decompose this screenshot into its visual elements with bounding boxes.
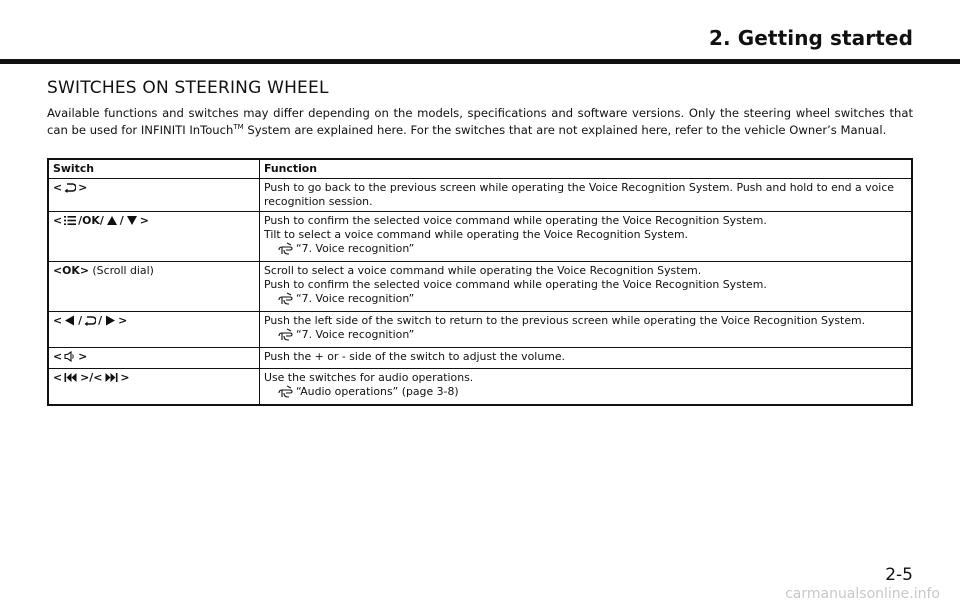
switch-cell (48, 348, 260, 369)
switch-cell (48, 312, 260, 348)
function-line: Push the left side of the switch to return to the previous screen while operating the Voice Recognition System. (264, 314, 866, 327)
triangle-left-icon (64, 315, 76, 330)
switch-bracket: > (120, 371, 130, 384)
reference-pointer-icon (278, 242, 296, 259)
switch-separator: /OK/ (78, 214, 104, 227)
switch-table (47, 158, 913, 406)
skip-previous-icon (64, 372, 78, 387)
chapter-title: 2. Getting started (708, 26, 913, 50)
function-cell (260, 348, 913, 369)
table-row (48, 179, 912, 212)
cross-reference (264, 385, 907, 402)
triangle-up-icon (106, 215, 118, 230)
reference-pointer-icon (278, 328, 296, 345)
reference-text: “7. Voice recognition” (296, 328, 415, 341)
reference-text: “7. Voice recognition” (296, 242, 415, 255)
cross-reference (264, 328, 907, 345)
switch-bracket: < (53, 314, 63, 327)
function-line: Push the + or - side of the switch to adjust the volume. (264, 350, 565, 363)
skip-next-icon (104, 372, 118, 387)
function-line: Scroll to select a voice command while operating the Voice Recognition System. (264, 264, 702, 277)
switch-separator: / (98, 314, 103, 327)
switch-bracket: > (78, 181, 88, 194)
switch-label: <OK> (53, 264, 89, 277)
cross-reference (264, 292, 907, 309)
reference-pointer-icon (278, 292, 296, 309)
switch-bracket: > (78, 350, 88, 363)
switch-separator: >/< (80, 371, 103, 384)
function-cell (260, 212, 913, 262)
switch-separator: / (119, 214, 124, 227)
switch-bracket: > (139, 214, 149, 227)
trademark-sup: TM (233, 123, 244, 131)
watermark: carmanualsonline.info (785, 586, 940, 602)
table-row (48, 212, 912, 262)
switch-bracket: < (53, 181, 63, 194)
triangle-right-icon (104, 315, 116, 330)
back-arrow-icon (64, 182, 76, 197)
switch-cell (48, 262, 260, 312)
switch-cell (48, 179, 260, 212)
reference-text: “Audio operations” (page 3-8) (296, 385, 459, 398)
switch-cell (48, 369, 260, 406)
function-cell (260, 179, 913, 212)
header-switch: Switch (48, 159, 260, 179)
table-row (48, 312, 912, 348)
function-line: Tilt to select a voice command while operating the Voice Recognition System. (264, 228, 689, 241)
switch-note: (Scroll dial) (88, 264, 154, 277)
header-function: Function (260, 159, 913, 179)
function-cell (260, 312, 913, 348)
switch-cell (48, 212, 260, 262)
table-row (48, 262, 912, 312)
function-line: Push to go back to the previous screen while operating the Voice Recognition System. Push and hold to end a voice recognition session. (264, 181, 895, 208)
table-row (48, 348, 912, 369)
switch-bracket: < (53, 350, 63, 363)
function-line: Push to confirm the selected voice command while operating the Voice Recognition System. (264, 278, 767, 291)
function-line: Use the switches for audio operations. (264, 371, 474, 384)
triangle-down-icon (126, 215, 138, 230)
switch-bracket: < (53, 214, 63, 227)
speaker-icon (64, 351, 76, 366)
section-title: SWITCHES ON STEERING WHEEL (47, 78, 329, 98)
switch-bracket: > (118, 314, 128, 327)
function-line: Push to confirm the selected voice command while operating the Voice Recognition System. (264, 214, 767, 227)
reference-text: “7. Voice recognition” (296, 292, 415, 305)
list-menu-icon (64, 215, 76, 230)
back-arrow-icon (84, 315, 96, 330)
switch-bracket: < (53, 371, 63, 384)
table-row (48, 369, 912, 406)
switch-separator: / (78, 314, 83, 327)
intro-text-end: System are explained here. For the switches that are not explained here, refer to the vehicle Owner’s Manual. (243, 123, 887, 137)
table-header-row (48, 159, 912, 179)
function-cell (260, 262, 913, 312)
header-rule (0, 59, 960, 64)
function-cell (260, 369, 913, 406)
intro-paragraph (47, 105, 913, 139)
reference-pointer-icon (278, 385, 296, 402)
page-number: 2-5 (885, 565, 913, 585)
cross-reference (264, 242, 907, 259)
intro-text: Available functions and switches may differ depending on the models, specifications and software versions. Only the steering wheel switches that can be used for INFINITI InTouch (47, 106, 913, 137)
